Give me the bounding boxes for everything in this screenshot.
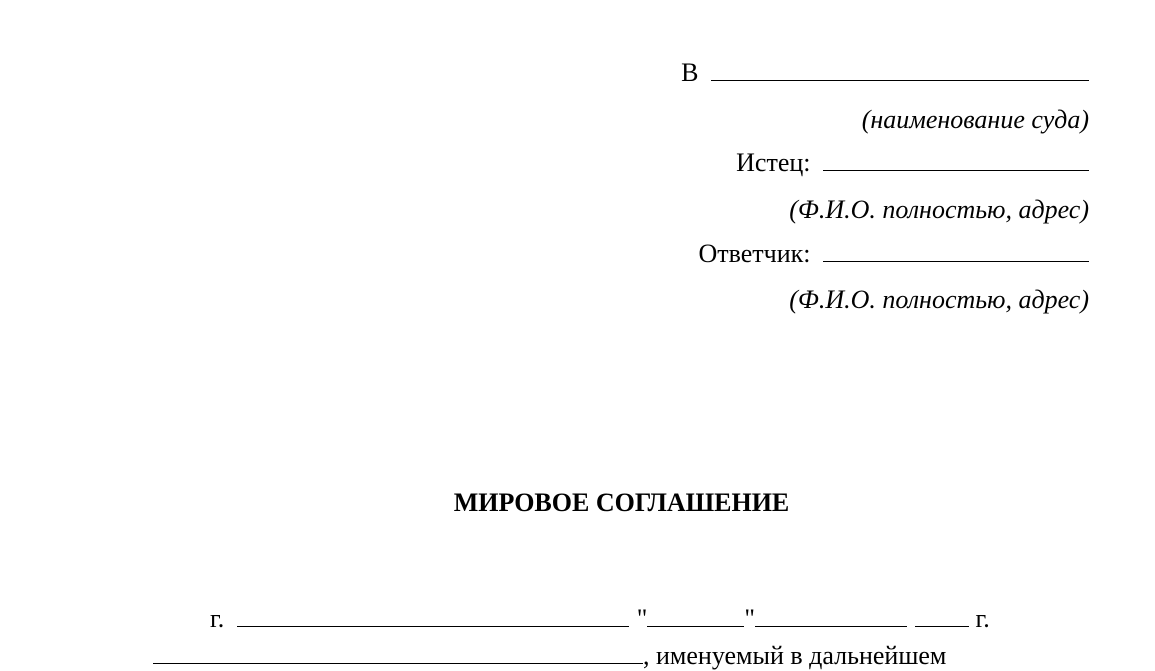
- plaintiff-label: Истец:: [736, 148, 811, 177]
- court-prefix: В: [681, 58, 699, 87]
- city-prefix: г.: [210, 604, 225, 633]
- defendant-blank[interactable]: [823, 239, 1089, 262]
- plaintiff-caption: (Ф.И.О. полностью, адрес): [789, 195, 1089, 224]
- defendant-line: [698, 239, 1089, 269]
- city-blank[interactable]: [237, 604, 629, 627]
- party-line: [153, 641, 946, 671]
- plaintiff-line: [736, 148, 1089, 178]
- document-title: МИРОВОЕ СОГЛАШЕНИЕ: [453, 488, 790, 517]
- defendant-label: Ответчик:: [698, 239, 811, 268]
- city-date-line: [210, 604, 990, 634]
- court-line: [681, 58, 1089, 88]
- party-blank[interactable]: [153, 641, 643, 664]
- quote-open: ": [636, 604, 648, 633]
- plaintiff-blank[interactable]: [823, 148, 1089, 171]
- court-caption: (наименование суда): [861, 105, 1089, 134]
- party-text: , именуемый в дальнейшем: [643, 641, 947, 670]
- year-blank[interactable]: [915, 604, 969, 627]
- quote-close: ": [744, 604, 755, 633]
- defendant-caption: (Ф.И.О. полностью, адрес): [789, 285, 1089, 314]
- month-blank[interactable]: [755, 604, 907, 627]
- year-suffix: г.: [975, 604, 990, 633]
- court-name-blank[interactable]: [711, 58, 1089, 81]
- day-blank[interactable]: [647, 604, 744, 627]
